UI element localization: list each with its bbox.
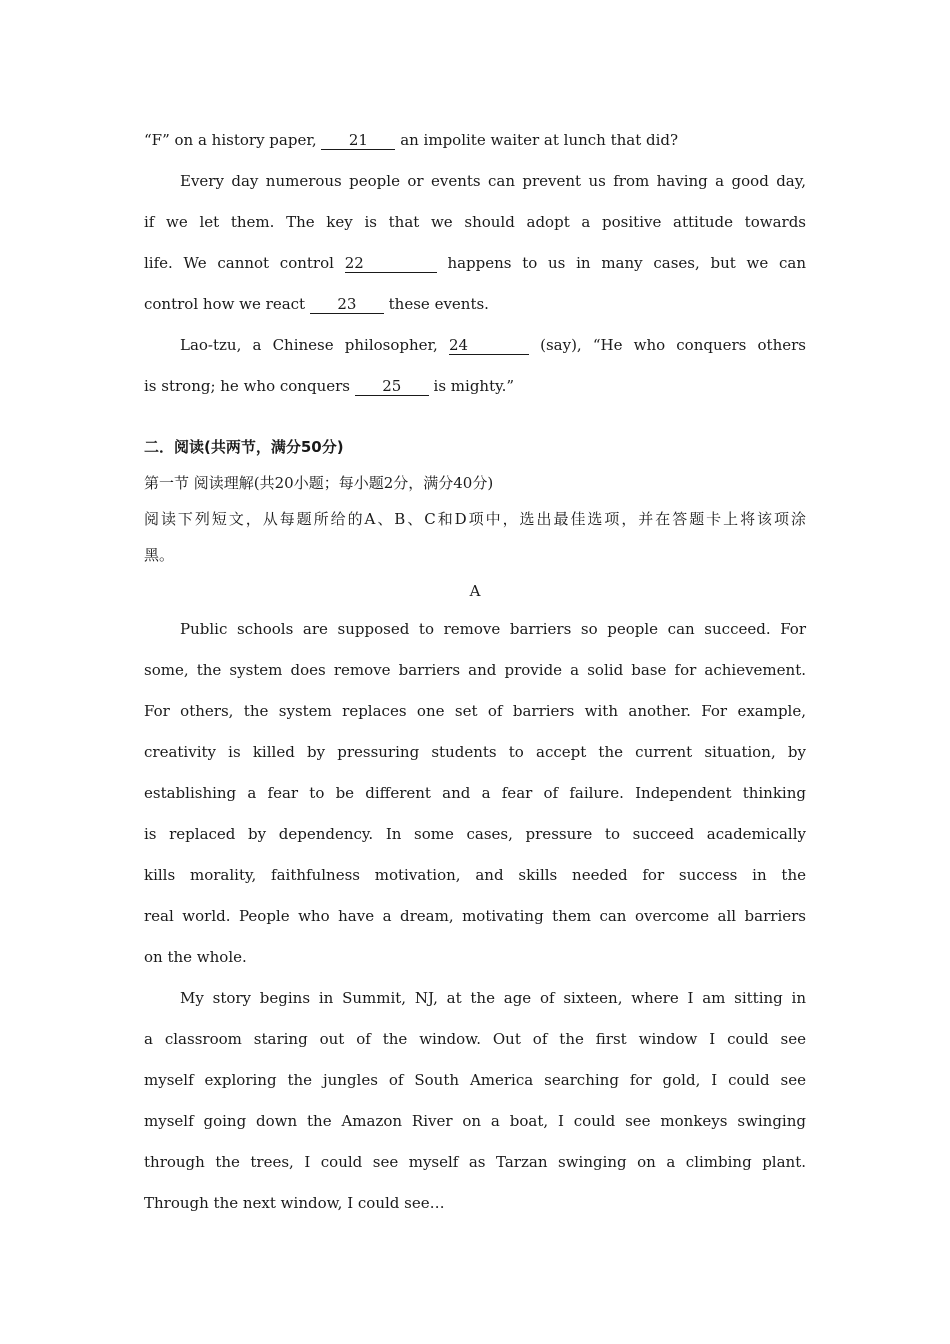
document-page <box>144 120 806 1224</box>
passage-paragraph-1 <box>144 609 806 978</box>
passage-line: kills morality, faithfulness motivation, and skills needed for success in the <box>144 866 806 884</box>
passage-line: Public schools are supposed to remove barriers so people can succeed. For <box>180 620 806 638</box>
passage-line: is replaced by dependency. In some cases, pressure to succeed academically <box>144 825 806 843</box>
blank-22: 22 <box>345 254 437 273</box>
section-instruction: 阅读下列短文，从每题所给的A、B、C和D项中，选出最佳选项，并在答题卡上将该项涂 <box>144 510 806 528</box>
cloze-text: Lao-tzu, a Chinese philosopher, <box>180 336 438 354</box>
cloze-text: is mighty.” <box>433 377 515 395</box>
cloze-line-7 <box>144 366 806 407</box>
cloze-line-3: if we let them. The key is that we should adopt a positive attitude towards <box>144 213 806 231</box>
passage-line: My story begins in Summit, NJ, at the age of sixteen, where I am sitting in <box>180 989 806 1007</box>
cloze-text: “F” on a history paper, <box>144 131 317 149</box>
passage-line: some, the system does remove barriers and provide a solid base for achievement. <box>144 661 806 679</box>
cloze-text: happens to us in many cases, but we can <box>447 254 806 272</box>
cloze-text: is strong; he who conquers <box>144 377 350 395</box>
blank-23: 23 <box>310 295 384 314</box>
section-instruction-cont: 黑。 <box>144 546 175 564</box>
passage-line: myself exploring the jungles of South America searching for gold, I could see <box>144 1071 806 1089</box>
blank-24: 24 <box>449 336 529 355</box>
cloze-line-2: Every day numerous people or events can prevent us from having a good day, <box>180 172 806 190</box>
passage-line: Through the next window, I could see… <box>144 1194 445 1212</box>
cloze-line-1 <box>144 120 806 161</box>
passage-line: establishing a fear to be different and a fear of failure. Independent thinking <box>144 784 806 802</box>
passage-line: through the trees, I could see myself as Tarzan swinging on a climbing plant. <box>144 1153 806 1171</box>
cloze-line-4 <box>144 243 806 284</box>
passage-label: A <box>469 582 481 600</box>
cloze-text: life. We cannot control <box>144 254 334 272</box>
section-heading: 二．阅读(共两节，满分50分) <box>144 438 344 456</box>
passage-line: creativity is killed by pressuring students to accept the current situation, by <box>144 743 806 761</box>
blank-25: 25 <box>355 377 429 396</box>
passage-line: myself going down the Amazon River on a boat, I could see monkeys swinging <box>144 1112 806 1130</box>
passage-line: For others, the system replaces one set of barriers with another. For example, <box>144 702 806 720</box>
cloze-text: these events. <box>388 295 489 313</box>
section-subheading: 第一节 阅读理解(共20小题；每小题2分，满分40分) <box>144 474 494 492</box>
cloze-line-5 <box>144 284 806 325</box>
passage-paragraph-2 <box>144 978 806 1224</box>
cloze-text: control how we react <box>144 295 306 313</box>
cloze-text: an impolite waiter at lunch that did? <box>400 131 679 149</box>
passage-line: a classroom staring out of the window. Out of the first window I could see <box>144 1030 806 1048</box>
passage-line: real world. People who have a dream, motivating them can overcome all barriers <box>144 907 806 925</box>
cloze-text: (say), “He who conquers others <box>540 336 806 354</box>
cloze-line-6 <box>144 325 806 366</box>
blank-21: 21 <box>321 131 395 150</box>
passage-line: on the whole. <box>144 948 247 966</box>
